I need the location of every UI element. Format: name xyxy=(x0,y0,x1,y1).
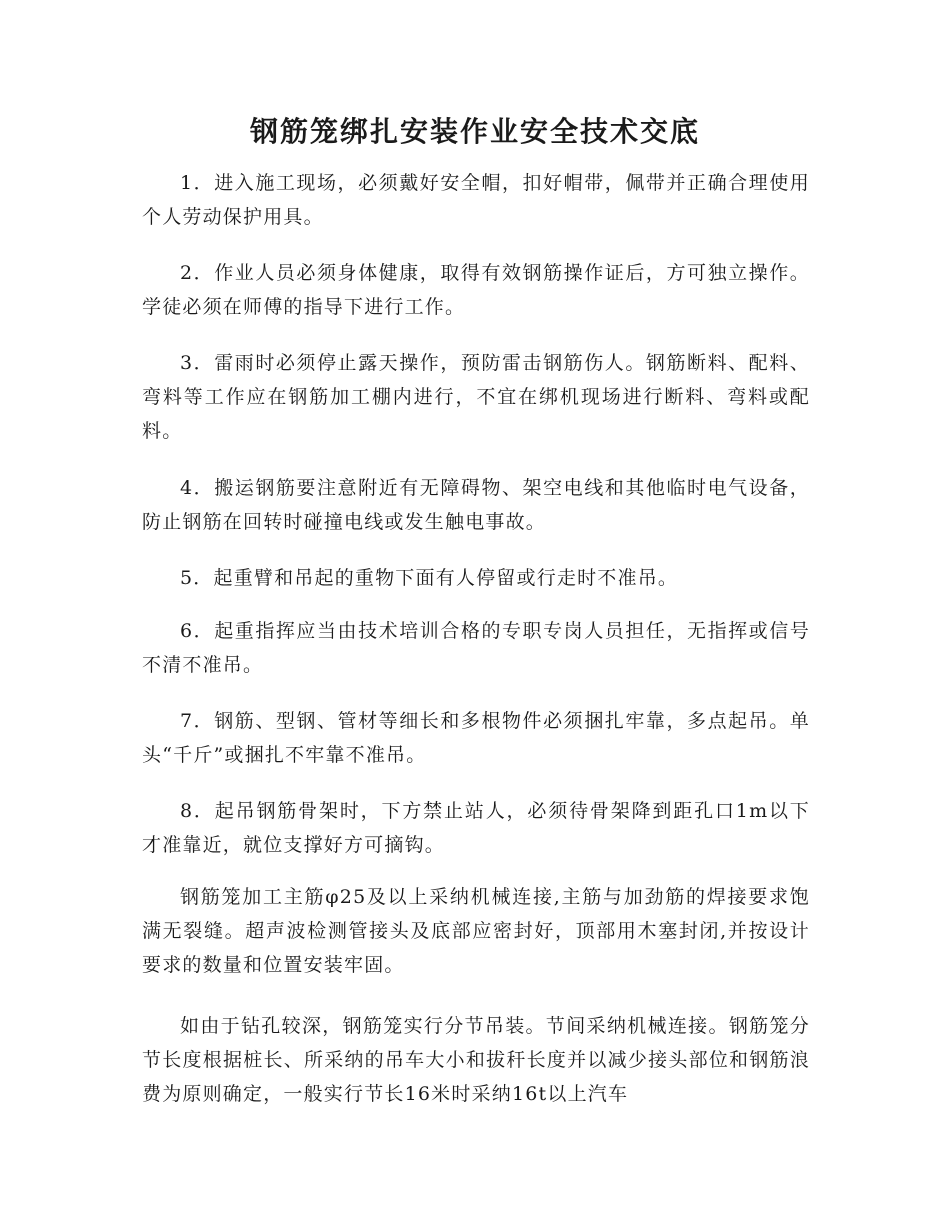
document-title: 钢筋笼绑扎安装作业安全技术交底 xyxy=(249,115,700,148)
paragraph-9: 钢筋笼加工主筋φ25及以上采纳机械连接,主筋与加劲筋的焊接要求饱满无裂缝。超声波检测管接头及底部应密封好，顶部用木塞封闭,并按设计要求的数量和位置安装牢固。 xyxy=(142,886,810,976)
paragraph-6: 6．起重指挥应当由技术培训合格的专职专岗人员担任，无指挥或信号不清不准吊。 xyxy=(142,620,810,676)
paragraph-2: 2．作业人员必须身体健康，取得有效钢筋操作证后，方可独立操作。学徒必须在师傅的指导下进行工作。 xyxy=(142,262,810,318)
paragraph-10: 如由于钻孔较深，钢筋笼实行分节吊装。节间采纳机械连接。钢筋笼分节长度根据桩长、所采纳的吊车大小和拔秆长度并以减少接头部位和钢筋浪费为原则确定，一般实行节长16米时采纳16t以上汽车 xyxy=(142,1015,810,1105)
paragraph-4: 4．搬运钢筋要注意附近有无障碍物、架空电线和其他临时电气设备，防止钢筋在回转时碰撞电线或发生触电事故。 xyxy=(142,477,810,533)
paragraph-8: 8．起吊钢筋骨架时，下方禁止站人，必须待骨架降到距孔口1m以下才准靠近，就位支撑好方可摘钩。 xyxy=(142,800,810,856)
paragraph-5: 5．起重臂和吊起的重物下面有人停留或行走时不准吊。 xyxy=(180,567,679,589)
paragraph-7: 7．钢筋、型钢、管材等细长和多根物件必须捆扎牢靠，多点起吊。单头“千斤”或捆扎不牢靠不准吊。 xyxy=(142,710,810,766)
paragraph-3: 3．雷雨时必须停止露天操作，预防雷击钢筋伤人。钢筋断料、配料、弯料等工作应在钢筋加工棚内进行，不宜在绑机现场进行断料、弯料或配料。 xyxy=(142,352,810,442)
paragraph-1: 1．进入施工现场，必须戴好安全帽，扣好帽带，佩带并正确合理使用个人劳动保护用具。 xyxy=(142,172,810,228)
